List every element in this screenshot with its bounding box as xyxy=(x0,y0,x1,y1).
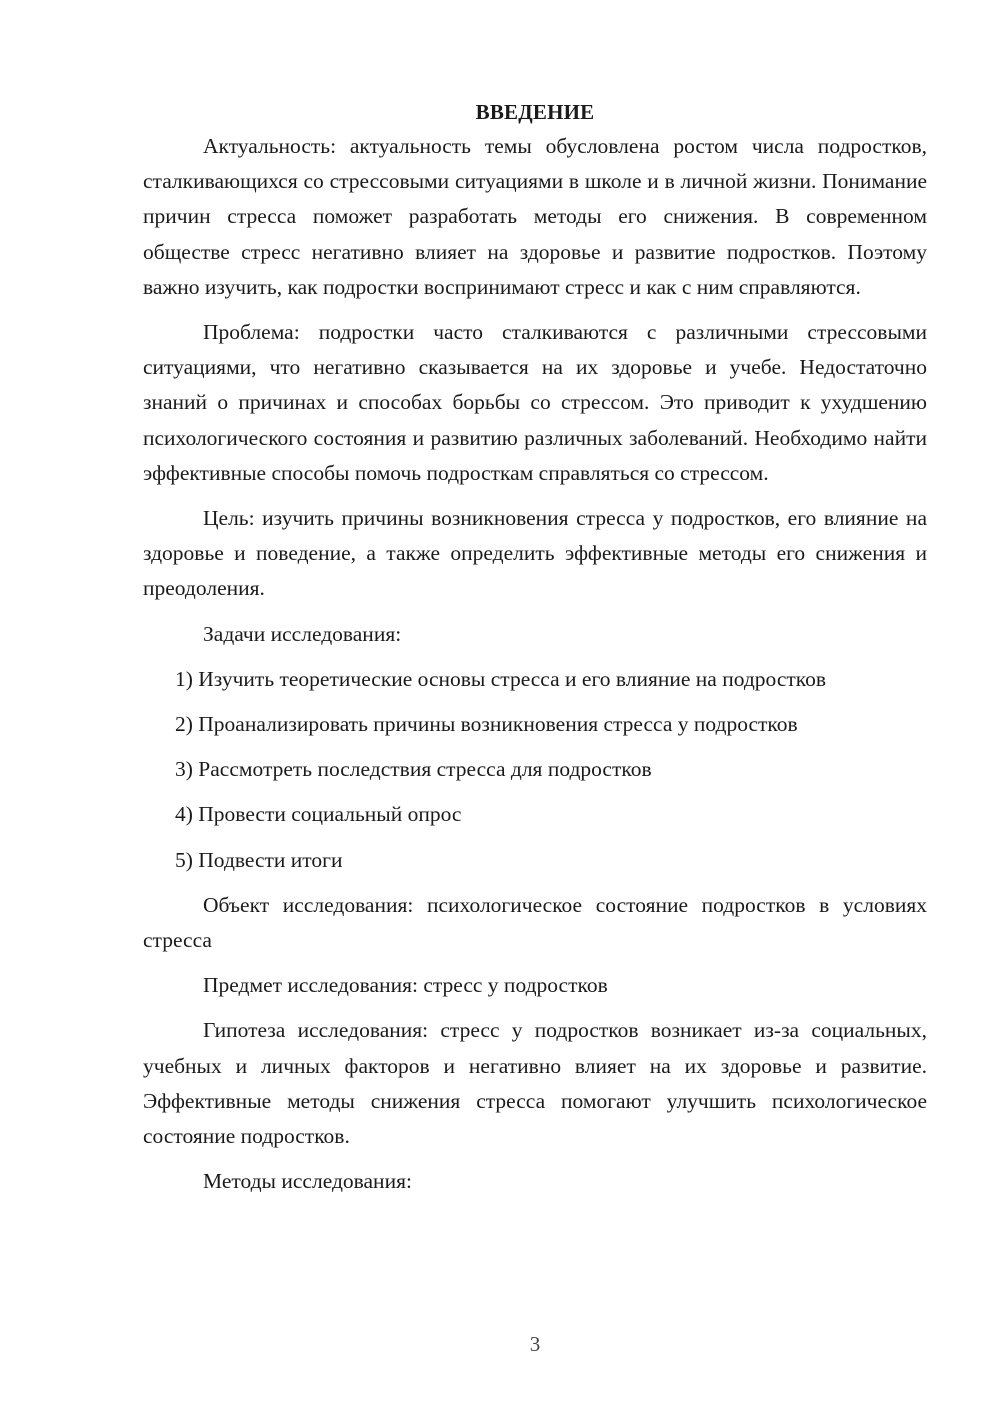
page-number: 3 xyxy=(529,1332,541,1356)
task-item-5: 5) Подвести итоги xyxy=(175,847,343,872)
object-paragraph: Объект исследования: психологическое состояние подростков в условиях стресса xyxy=(143,892,927,953)
task-item-3: 3) Рассмотреть последствия стресса для подростков xyxy=(175,757,652,782)
relevance-paragraph: Актуальность: актуальность темы обусловлена ростом числа подростков, сталкивающихся со стрессовыми ситуациями в школе и в личной жизни. Понимание причин стресса поможет разработать методы его снижения. В современном обществе стресс негативно влияет на здоровье и развитие подростков. Поэтому важно изучить, как подростки воспринимают стресс и как с ним справляются. xyxy=(143,134,927,299)
hypothesis-paragraph: Гипотеза исследования: стресс у подростков возникает из-за социальных, учебных и личных факторов и негативно влияет на их здоровье и развитие. Эффективные методы снижения стресса помогают улучшить психологическое состояние подростков. xyxy=(143,1018,927,1149)
subject-paragraph: Предмет исследования: стресс у подростков xyxy=(203,973,608,998)
problem-paragraph: Проблема: подростки часто сталкиваются с различными стрессовыми ситуациями, что негативно сказывается на их здоровье и учебе. Недостаточно знаний о причинах и способах борьбы со стрессом. Это приводит к ухудшению психологического состояния и развитию различных заболеваний. Необходимо найти эффективные способы помочь подросткам справляться со стрессом. xyxy=(143,320,927,485)
tasks-heading: Задачи исследования: xyxy=(203,621,402,646)
task-item-2: 2) Проанализировать причины возникновения стресса у подростков xyxy=(175,712,798,737)
task-item-1: 1) Изучить теоретические основы стресса и его влияние на подростков xyxy=(175,666,827,691)
document-page xyxy=(143,96,927,1209)
task-item-4: 4) Провести социальный опрос xyxy=(175,802,462,827)
section-title: ВВЕДЕНИЕ xyxy=(475,100,595,124)
methods-heading: Методы исследования: xyxy=(203,1169,412,1194)
tasks-list xyxy=(143,662,927,878)
goal-paragraph: Цель: изучить причины возникновения стресса у подростков, его влияние на здоровье и поведение, а также определить эффективные методы его снижения и преодоления. xyxy=(143,506,927,601)
